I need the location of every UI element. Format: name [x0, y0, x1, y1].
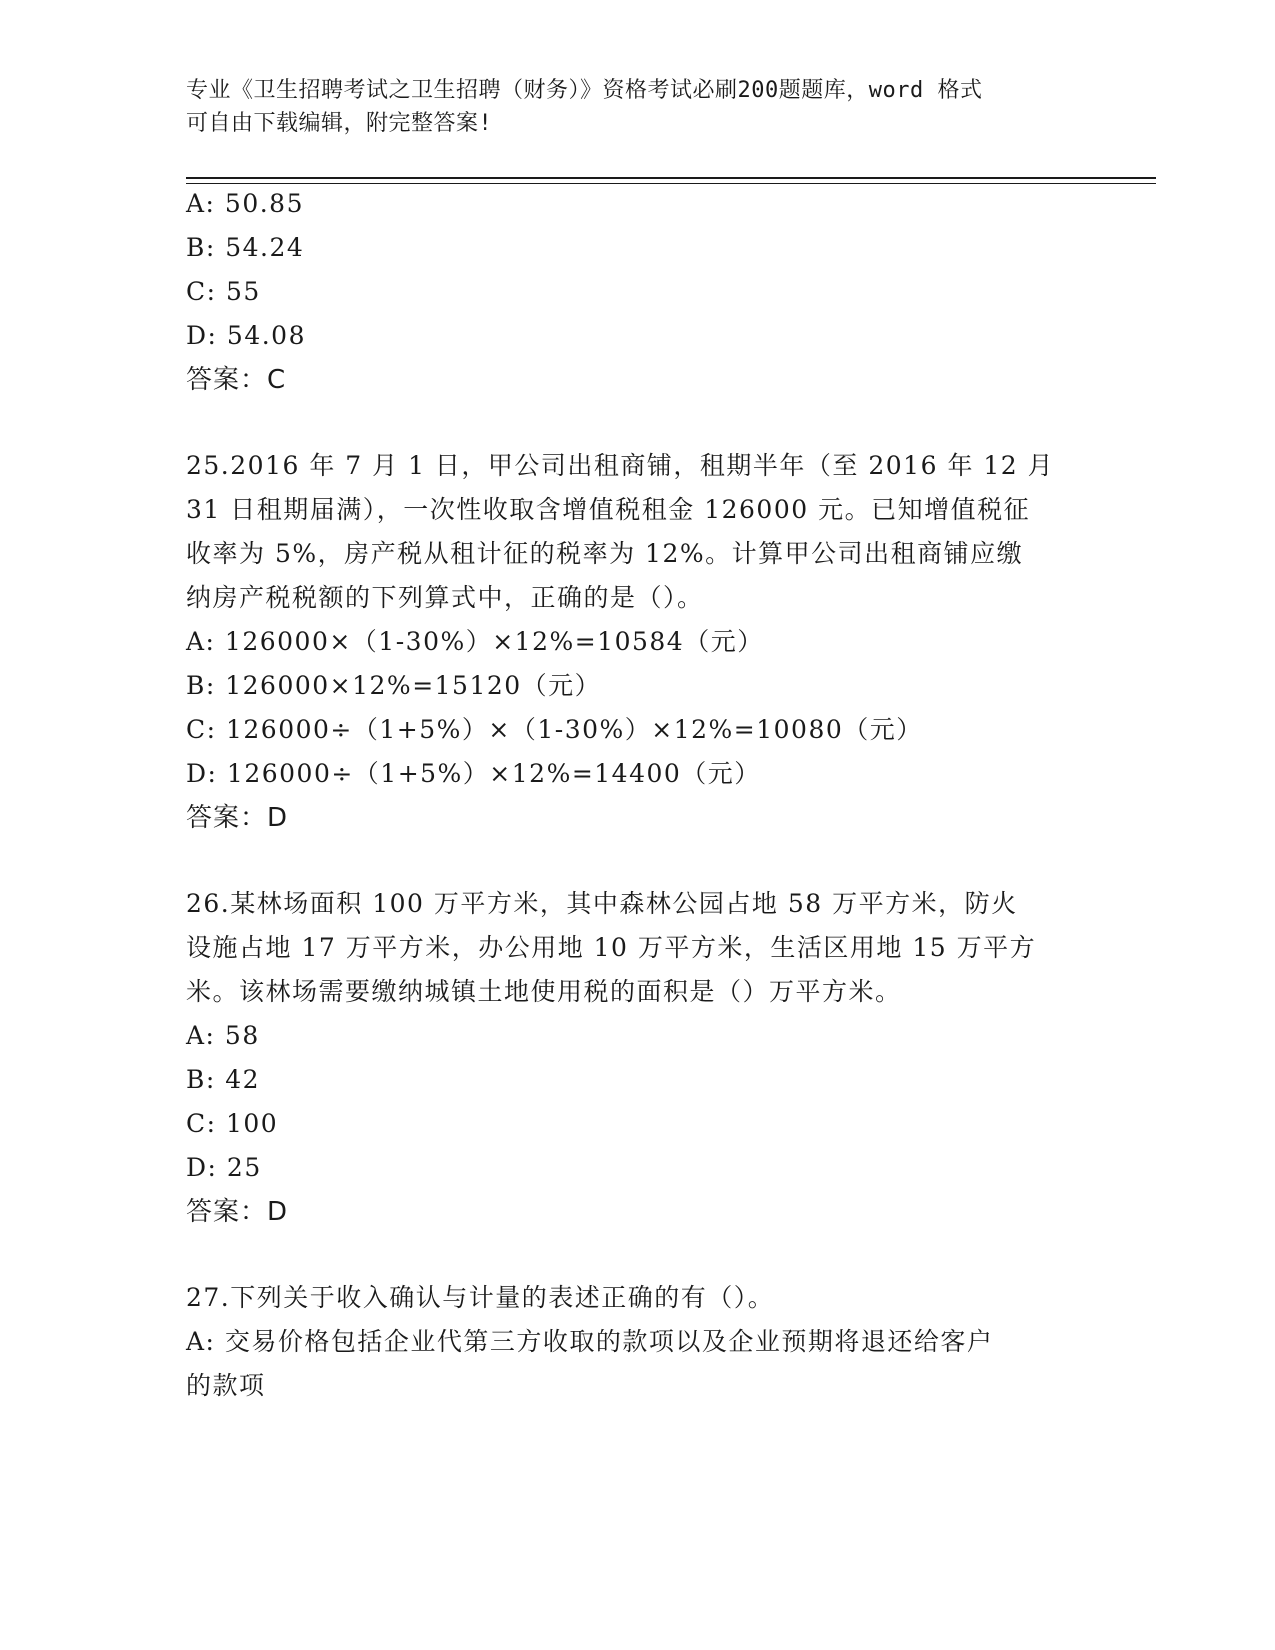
q26-option-d: D: 25	[186, 1153, 262, 1182]
q26-stem-line-1: 26.某林场面积 100 万平方米，其中森林公园占地 58 万平方米，防火	[186, 889, 1018, 918]
header-rule-thin	[186, 183, 1156, 184]
q25-stem-line-1: 25.2016 年 7 月 1 日，甲公司出租商铺，租期半年（至 2016 年 12 月	[186, 451, 1055, 480]
q24-answer: 答案：C	[186, 365, 287, 395]
q26-option-c: C: 100	[186, 1109, 279, 1138]
q25-stem-line-3: 收率为 5%，房产税从租计征的税率为 12%。计算甲公司出租商铺应缴	[186, 539, 1024, 568]
q26-option-b: B: 42	[186, 1065, 261, 1094]
document-header	[186, 74, 1066, 140]
q26-answer: 答案：D	[186, 1197, 289, 1227]
q24-option-c: C: 55	[186, 277, 261, 306]
header-line-2: 可自由下载编辑，附完整答案!	[186, 111, 493, 136]
q25-stem-line-2: 31 日租期届满），一次性收取含增值税租金 126000 元。已知增值税征	[186, 495, 1031, 524]
q26-option-a: A: 58	[186, 1021, 260, 1050]
q24-option-a: A: 50.85	[186, 189, 304, 218]
header-line-1: 专业《卫生招聘考试之卫生招聘（财务）》资格考试必刷200题题库，word 格式	[186, 78, 983, 103]
q27-stem-line-1: 27.下列关于收入确认与计量的表述正确的有（）。	[186, 1283, 775, 1312]
q25-option-d: D: 126000÷（1+5%）×12%=14400（元）	[186, 759, 761, 788]
q25-option-b: B: 126000×12%=15120（元）	[186, 671, 602, 700]
q26-stem-line-3: 米。该林场需要缴纳城镇土地使用税的面积是（）万平方米。	[186, 977, 902, 1006]
q25-answer: 答案：D	[186, 803, 289, 833]
q26-stem-line-2: 设施占地 17 万平方米，办公用地 10 万平方米，生活区用地 15 万平方	[186, 933, 1037, 962]
header-rule-thick	[186, 177, 1156, 179]
q27-option-a: A: 交易价格包括企业代第三方收取的款项以及企业预期将退还给客户	[186, 1327, 994, 1356]
q27-option-a-continued: 的款项	[186, 1371, 266, 1400]
q25-stem-line-4: 纳房产税税额的下列算式中，正确的是（）。	[186, 583, 704, 612]
q24-option-b: B: 54.24	[186, 233, 305, 262]
q25-option-c: C: 126000÷（1+5%）×（1-30%）×12%=10080（元）	[186, 715, 923, 744]
q25-option-a: A: 126000×（1-30%）×12%=10584（元）	[186, 627, 764, 656]
q24-option-d: D: 54.08	[186, 321, 306, 350]
